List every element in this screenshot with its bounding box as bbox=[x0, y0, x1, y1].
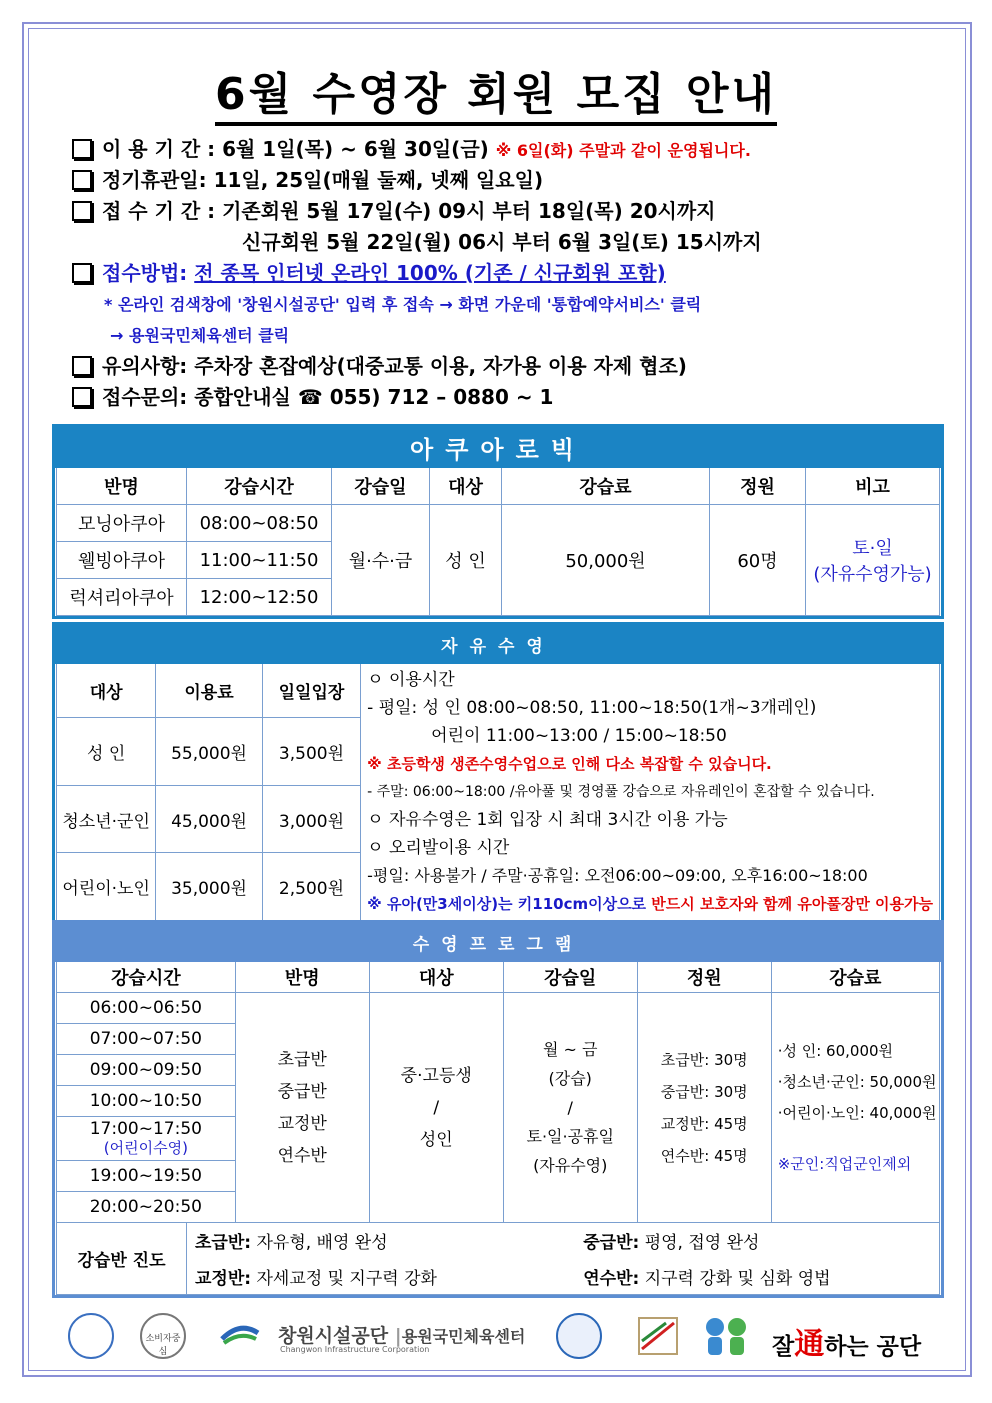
aqua-header: 정원 bbox=[710, 467, 806, 505]
program-target-line: / bbox=[433, 1097, 440, 1118]
slogan: 잘通하는 공단 bbox=[772, 1327, 922, 1362]
checkbox-icon bbox=[72, 263, 92, 283]
info-caution: 유의사항: 주차장 혼잡예상(대중교통 이용, 자가용 이용 자제 협조) bbox=[72, 351, 952, 382]
program-days-line: (자유수영) bbox=[533, 1156, 608, 1175]
aqua-class-time: 12:00~12:50 bbox=[187, 579, 332, 616]
program-kids-note: (어린이수영) bbox=[103, 1138, 188, 1157]
aqua-capacity: 60명 bbox=[710, 505, 806, 616]
free-info-line: -평일: 사용불가 / 주말·공휴일: 오전06:00~09:00, 오후16:00~18:00 bbox=[367, 866, 868, 885]
program-cap: 연수반: 45명 bbox=[660, 1146, 748, 1165]
program-fee-line: ·성 인: 60,000원 bbox=[777, 1041, 894, 1060]
page-title: 6월 수영장 회원 모집 안내 bbox=[0, 58, 992, 122]
info-section bbox=[72, 134, 952, 413]
program-days-line: 토·일·공휴일 bbox=[526, 1127, 614, 1146]
program-fee-note: ※군인:직업군인제외 bbox=[777, 1154, 912, 1173]
info-contact: 접수문의: 종합안내실 ☎ 055) 712 – 0880 ~ 1 bbox=[72, 382, 952, 413]
free-daily: 3,500원 bbox=[262, 718, 360, 786]
aqua-class-time: 08:00~08:50 bbox=[187, 505, 332, 542]
program-cap: 중급반: 30명 bbox=[660, 1082, 748, 1101]
program-days-line: / bbox=[567, 1098, 573, 1117]
info-registration: 접 수 기 간 : 기존회원 5월 17일(수) 09시 부터 18일(목) 20시까지 bbox=[72, 196, 952, 227]
aqua-table bbox=[52, 424, 944, 619]
free-info-line: ㅇ 오리발이용 시간 bbox=[367, 838, 510, 858]
aqua-target: 성 인 bbox=[430, 505, 502, 616]
aqua-header: 비고 bbox=[806, 467, 940, 505]
program-cap: 교정반: 45명 bbox=[660, 1114, 748, 1133]
program-header: 강습료 bbox=[771, 961, 939, 993]
free-info-line: ㅇ 이용시간 bbox=[367, 670, 455, 690]
free-info-line: 어린이 11:00~13:00 / 15:00~18:50 bbox=[431, 726, 727, 746]
free-fee: 45,000원 bbox=[156, 785, 262, 853]
program-cap: 초급반: 30명 bbox=[660, 1050, 748, 1069]
program-time: 19:00~19:50 bbox=[57, 1161, 236, 1192]
aqua-header: 반명 bbox=[57, 467, 187, 505]
program-header: 반명 bbox=[235, 961, 369, 993]
aqua-header: 대상 bbox=[430, 467, 502, 505]
program-table bbox=[52, 920, 944, 1298]
progress-item: 중급반: 평영, 접영 완성 bbox=[503, 1223, 939, 1259]
program-fee bbox=[771, 993, 939, 1223]
free-swim-table bbox=[52, 622, 944, 924]
info-registration-new: 신규회원 5월 22일(월) 06시 부터 6월 3일(토) 15시까지 bbox=[242, 230, 762, 254]
free-info-line: ※ 유아(만3세이상)는 키110cm이상으로 반드시 보호자와 함께 유아풀장만 이용가능 bbox=[367, 895, 933, 913]
free-target: 청소년·군인 bbox=[57, 785, 156, 853]
checkbox-icon bbox=[72, 356, 92, 376]
free-swim-title: 자유수영 bbox=[57, 627, 940, 663]
free-daily: 2,500원 bbox=[262, 853, 360, 921]
program-time: 10:00~10:50 bbox=[57, 1086, 236, 1117]
program-capacity bbox=[637, 993, 771, 1223]
free-info-line: ㅇ 자유수영은 1회 입장 시 최대 3시간 이용 가능 bbox=[367, 810, 728, 830]
program-classes bbox=[235, 993, 369, 1223]
aqua-header: 강습료 bbox=[502, 467, 710, 505]
aqua-title: 아쿠아로빅 bbox=[57, 429, 940, 467]
footer bbox=[60, 1305, 940, 1365]
ccm-text: 소비자중심 bbox=[145, 1334, 181, 1357]
checkbox-icon bbox=[72, 201, 92, 221]
program-title: 수영프로그램 bbox=[57, 925, 940, 961]
checkbox-icon bbox=[72, 170, 92, 190]
aqua-days: 월·수·금 bbox=[332, 505, 430, 616]
free-target: 어린이·노인 bbox=[57, 853, 156, 921]
aqua-class-time: 11:00~11:50 bbox=[187, 542, 332, 579]
aqua-class-name: 럭셔리아쿠아 bbox=[57, 579, 187, 616]
program-header: 강습시간 bbox=[57, 961, 236, 993]
checkbox-icon bbox=[72, 139, 92, 159]
program-days-line: (강습) bbox=[548, 1069, 592, 1088]
progress-label: 강습반 진도 bbox=[57, 1223, 187, 1295]
progress-item: 초급반: 자유형, 배영 완성 bbox=[187, 1223, 504, 1259]
free-info-line: - 주말: 06:00~18:00 /유아풀 및 경영풀 강습으로 자유레인이 혼잡할 수 있습니다. bbox=[367, 784, 875, 800]
program-time: 20:00~20:50 bbox=[57, 1192, 236, 1223]
free-header: 대상 bbox=[57, 663, 156, 718]
aqua-class-name: 모닝아쿠아 bbox=[57, 505, 187, 542]
clean-city-logo-icon bbox=[556, 1313, 602, 1359]
info-method-note-2: → 용원국민체육센터 클릭 bbox=[110, 326, 290, 345]
mascot-icon bbox=[700, 1313, 752, 1359]
free-daily: 3,000원 bbox=[262, 785, 360, 853]
program-time bbox=[57, 1117, 236, 1161]
program-target bbox=[369, 993, 503, 1223]
program-header: 강습일 bbox=[503, 961, 637, 993]
org-name: 창원시설공단 |용원국민체육센터 bbox=[278, 1325, 526, 1347]
aqua-note bbox=[806, 505, 940, 616]
aqua-header: 강습시간 bbox=[187, 467, 332, 505]
free-header: 이용료 bbox=[156, 663, 262, 718]
free-swim-info bbox=[361, 663, 940, 921]
program-header: 대상 bbox=[369, 961, 503, 993]
free-info-line: ※ 초등학생 생존수영수업으로 인해 다소 복잡할 수 있습니다. bbox=[367, 755, 772, 773]
free-info-line: - 평일: 성 인 08:00~08:50, 11:00~18:50(1개~3개레인) bbox=[367, 698, 817, 718]
info-method-note-1: * 온라인 검색창에 '창원시설공단' 입력 후 접속 → 화면 가운데 '통합예약서비스' 클릭 bbox=[104, 295, 702, 314]
info-closed: 정기휴관일: 11일, 25일(매월 둘째, 넷째 일요일) bbox=[72, 165, 952, 196]
ccm-logo-icon bbox=[140, 1313, 186, 1359]
changwon-logo-icon bbox=[218, 1319, 262, 1355]
info-method: 접수방법: 전 종목 인터넷 온라인 100% (기존 / 신규회원 포함) bbox=[72, 258, 952, 289]
program-time: 07:00~07:50 bbox=[57, 1024, 236, 1055]
program-class: 연수반 bbox=[277, 1145, 327, 1166]
program-days-line: 월 ~ 금 bbox=[542, 1040, 598, 1059]
program-header: 정원 bbox=[637, 961, 771, 993]
program-time: 09:00~09:50 bbox=[57, 1055, 236, 1086]
program-class: 중급반 bbox=[277, 1081, 327, 1102]
aqua-header: 강습일 bbox=[332, 467, 430, 505]
aqua-fee: 50,000원 bbox=[502, 505, 710, 616]
free-header: 일일입장 bbox=[262, 663, 360, 718]
program-fee-line: ·청소년·군인: 50,000원 bbox=[777, 1072, 937, 1091]
aqua-note-line: (자유수영가능) bbox=[813, 564, 932, 585]
program-days bbox=[503, 993, 637, 1223]
checkbox-icon bbox=[72, 387, 92, 407]
free-fee: 55,000원 bbox=[156, 718, 262, 786]
free-fee: 35,000원 bbox=[156, 853, 262, 921]
program-target-line: 성인 bbox=[419, 1129, 453, 1150]
progress-item: 교정반: 자세교정 및 지구력 강화 bbox=[187, 1259, 504, 1295]
free-target: 성 인 bbox=[57, 718, 156, 786]
program-time: 06:00~06:50 bbox=[57, 993, 236, 1024]
program-fee-line: ·어린이·노인: 40,000원 bbox=[777, 1103, 937, 1122]
program-target-line: 중·고등생 bbox=[400, 1065, 472, 1086]
certification-logo-icon bbox=[68, 1313, 114, 1359]
aqua-note-line: 토·일 bbox=[852, 538, 893, 559]
info-period: 이 용 기 간 : 6월 1일(목) ~ 6월 30일(금) ※ 6일(화) 주말과 같이 운영됩니다. bbox=[72, 134, 952, 165]
aqua-class-name: 웰빙아쿠아 bbox=[57, 542, 187, 579]
program-time-text: 17:00~17:50 bbox=[89, 1118, 202, 1139]
org-name-en: Changwon Infrastructure Corporation bbox=[280, 1345, 430, 1354]
program-class: 초급반 bbox=[277, 1049, 327, 1070]
progress-item: 연수반: 지구력 강화 및 심화 영법 bbox=[503, 1259, 939, 1295]
program-class: 교정반 bbox=[277, 1113, 327, 1134]
flag-logo-icon bbox=[638, 1317, 678, 1355]
